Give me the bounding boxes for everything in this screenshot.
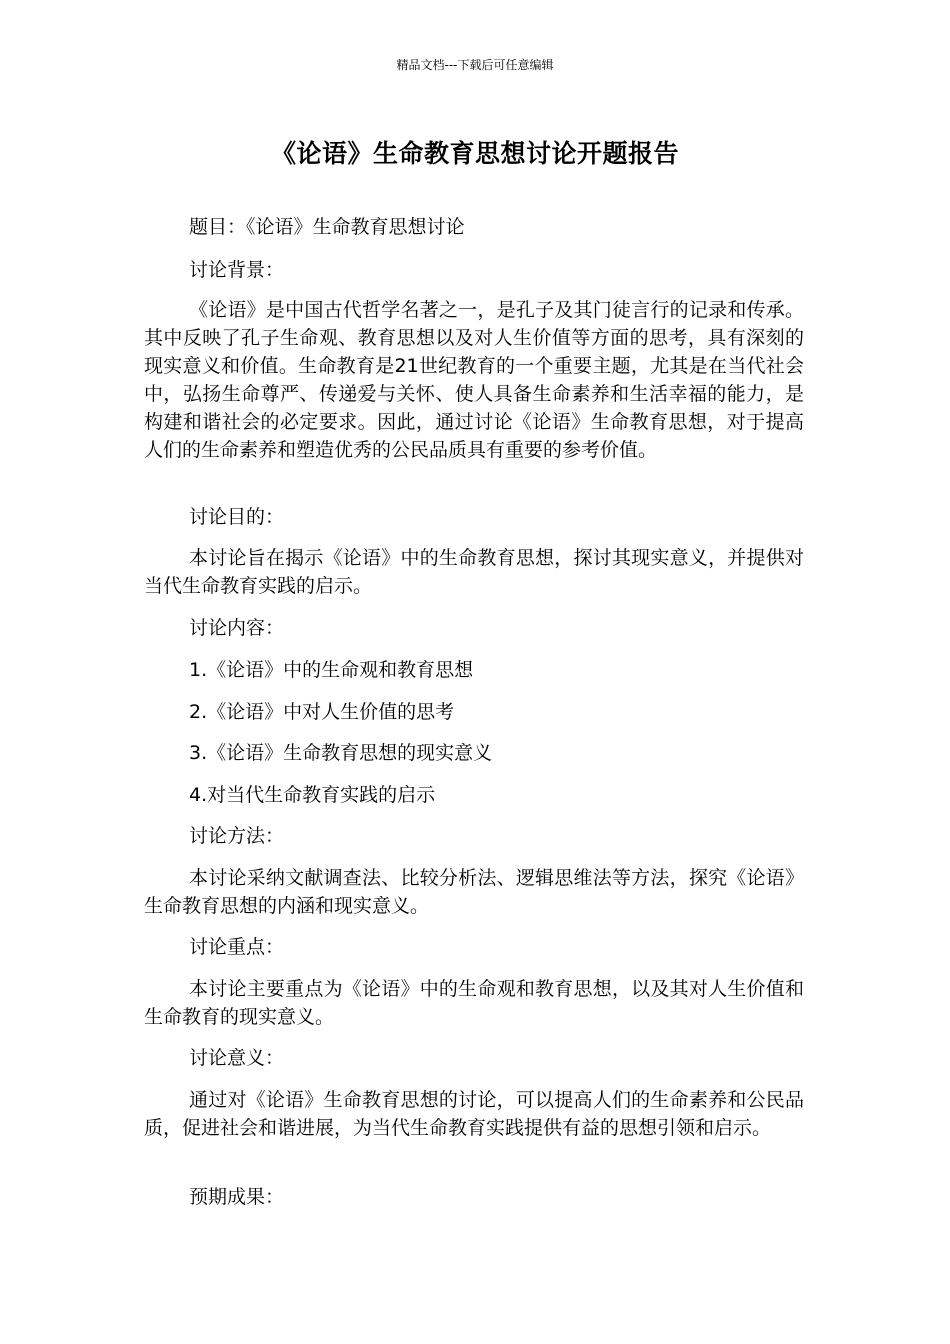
topic-line: 题目：《论语》生命教育思想讨论 (189, 216, 465, 238)
background-heading-block (144, 256, 804, 284)
focus-paragraph: 本讨论主要重点为《论语》中的生命观和教育思想，以及其对人生价值和生命教育的现实意义。 (144, 978, 804, 1028)
purpose-heading-block (144, 503, 804, 531)
content-item: 1.《论语》中的生命观和教育思想 (189, 659, 474, 681)
significance-heading-block (144, 1044, 804, 1072)
focus-section (144, 975, 804, 1031)
purpose-paragraph: 本讨论旨在揭示《论语》中的生命教育思想，探讨其现实意义，并提供对当代生命教育实践的启示。 (144, 547, 804, 597)
content-item: 4.对当代生命教育实践的启示 (189, 784, 436, 806)
content-item-block-3 (144, 739, 804, 767)
content-heading: 讨论内容： (189, 617, 285, 639)
method-section (144, 864, 804, 920)
content-item: 2.《论语》中对人生价值的思考 (189, 701, 455, 723)
method-heading-block (144, 822, 804, 850)
topic-line-block (144, 213, 804, 241)
content-item: 3.《论语》生命教育思想的现实意义 (189, 742, 493, 764)
method-paragraph: 本讨论采纳文献调查法、比较分析法、逻辑思维法等方法，探究《论语》生命教育思想的内涵和现实意义。 (144, 867, 804, 917)
purpose-heading: 讨论目的： (189, 506, 285, 528)
document-title: 《论语》生命教育思想讨论开题报告 (270, 139, 679, 168)
content-item-block-1 (144, 656, 804, 684)
background-section (144, 296, 804, 464)
method-heading: 讨论方法： (189, 825, 285, 847)
expected-heading-block (144, 1183, 804, 1211)
content-heading-block (144, 614, 804, 642)
significance-heading: 讨论意义： (189, 1047, 285, 1069)
expected-heading: 预期成果： (189, 1186, 285, 1208)
header-note: 精品文档---下载后可任意编辑 (396, 58, 554, 72)
content-item-block-4 (144, 781, 804, 809)
background-paragraph: 《论语》是中国古代哲学名著之一，是孔子及其门徒言行的记录和传承。其中反映了孔子生命观、教育思想以及对人生价值等方面的思考，具有深刻的现实意义和价值。生命教育是21世纪教育的一个重要主题，尤其是在当代社会中，弘扬生命尊严、传递爱与关怀、使人具备生命素养和生活幸福的能力，是构建和谐社会的必定要求。因此，通过讨论《论语》生命教育思想，对于提高人们的生命素养和塑造优秀的公民品质具有重要的参考价值。 (144, 299, 804, 461)
significance-section (144, 1086, 804, 1142)
content-item-block-2 (144, 698, 804, 726)
focus-heading-block (144, 933, 804, 961)
background-heading: 讨论背景： (189, 259, 285, 281)
significance-paragraph: 通过对《论语》生命教育思想的讨论，可以提高人们的生命素养和公民品质，促进社会和谐进展，为当代生命教育实践提供有益的思想引领和启示。 (144, 1089, 804, 1139)
purpose-section (144, 544, 804, 600)
focus-heading: 讨论重点： (189, 936, 285, 958)
